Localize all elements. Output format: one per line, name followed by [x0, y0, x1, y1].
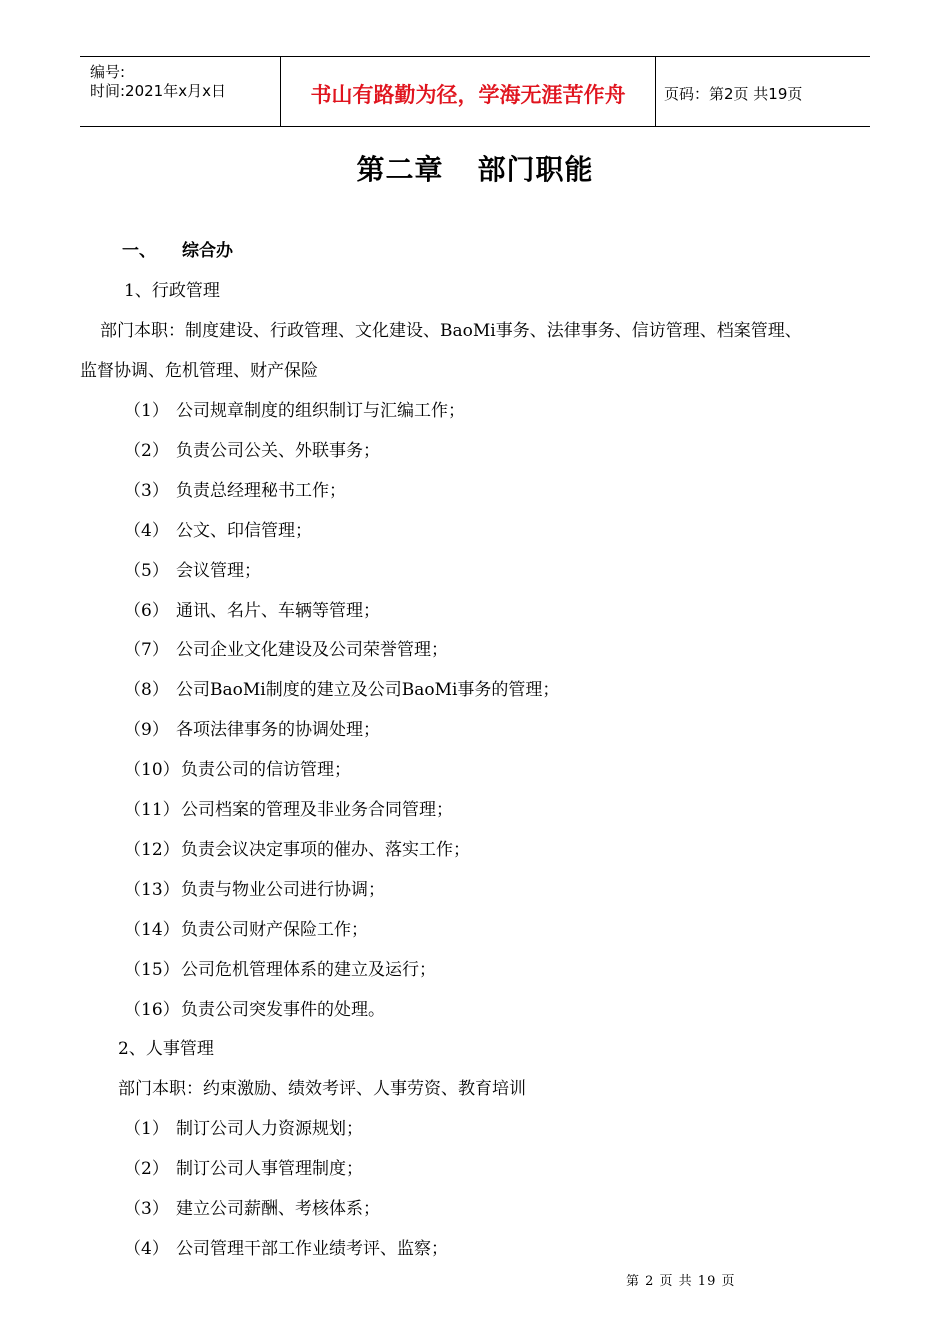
list-item-number: （5） — [124, 560, 169, 581]
list-item-text: 公司危机管理体系的建立及运行； — [181, 959, 436, 980]
list-item-number: （9） — [124, 720, 169, 741]
list-item — [124, 879, 385, 901]
hr-duty-line: 部门本职：约束激励、绩效考评、人事劳资、教育培训 — [118, 1079, 526, 1099]
list-item-number: （4） — [124, 1239, 169, 1259]
sub-heading-admin: 1、行政管理 — [124, 281, 220, 301]
section-heading — [122, 240, 233, 262]
document-header — [80, 56, 870, 127]
list-item-number: （15） — [124, 959, 180, 980]
list-item — [124, 759, 351, 781]
list-item-number: （7） — [124, 640, 169, 661]
time-label: 时间:2021年x月x日 — [90, 82, 226, 100]
list-item — [124, 639, 448, 661]
duty-line-1: 部门本职：制度建设、行政管理、文化建设、BaoMi事务、法律事务、信访管理、档案管理、 — [100, 321, 802, 341]
list-item-text: 建立公司薪酬、考核体系； — [176, 1199, 380, 1219]
list-item-text: 公司规章制度的组织制订与汇编工作； — [176, 401, 465, 421]
list-item-number: （12） — [124, 839, 180, 860]
header-slogan-cell — [280, 57, 656, 126]
list-item — [124, 520, 312, 542]
header-meta — [80, 57, 280, 126]
list-item-number: （3） — [124, 480, 169, 501]
list-item-number: （1） — [124, 1119, 169, 1139]
section-number: 一、 — [122, 241, 156, 261]
list-item-number: （11） — [124, 800, 180, 820]
list-item — [124, 679, 559, 701]
list-item-text: 各项法律事务的协调处理； — [176, 720, 380, 741]
chapter-number: 第二章 — [356, 153, 444, 186]
list-item-text: 公司BaoMi制度的建立及公司BaoMi事务的管理； — [176, 680, 560, 701]
list-item-text: 负责会议决定事项的催办、落实工作； — [181, 839, 470, 860]
list-item — [124, 999, 385, 1021]
list-item-text: 负责公司公关、外联事务； — [176, 440, 380, 461]
list-item — [124, 719, 380, 741]
list-item-text: 负责公司财产保险工作； — [181, 919, 368, 940]
page-footer: 第 2 页 共 19 页 — [626, 1274, 736, 1289]
header-slogan: 书山有路勤为径，学海无涯苦作舟 — [310, 83, 626, 107]
list-item — [124, 839, 470, 861]
header-page-cell — [655, 57, 870, 126]
list-item-number: （10） — [124, 760, 180, 781]
list-item-text: 通讯、名片、车辆等管理； — [176, 600, 380, 621]
chapter-title — [0, 148, 950, 188]
list-item — [124, 560, 261, 582]
list-item-text: 负责总经理秘书工作； — [176, 480, 346, 501]
list-item-text: 负责与物业公司进行协调； — [181, 879, 385, 900]
list-item-text: 公司档案的管理及非业务合同管理； — [181, 800, 453, 820]
list-item-text: 制订公司人事管理制度； — [176, 1159, 363, 1179]
duty-line-2: 监督协调、危机管理、财产保险 — [80, 361, 318, 381]
sub-heading-hr: 2、人事管理 — [118, 1039, 214, 1059]
list-item-number: （13） — [124, 879, 180, 900]
list-item — [124, 799, 453, 821]
list-item-number: （16） — [124, 999, 180, 1020]
list-item — [124, 1238, 448, 1260]
list-item-number: （6） — [124, 600, 169, 621]
list-item-number: （2） — [124, 1159, 169, 1179]
list-item-text: 会议管理； — [176, 560, 261, 581]
list-item-text: 负责公司突发事件的处理。 — [181, 999, 385, 1020]
list-item-number: （2） — [124, 440, 169, 461]
list-item — [124, 1158, 363, 1180]
list-item-text: 公文、印信管理； — [176, 520, 312, 541]
list-item — [124, 400, 465, 422]
list-item-number: （14） — [124, 919, 180, 940]
list-item-text: 公司管理干部工作业绩考评、监察； — [176, 1239, 448, 1259]
list-item — [124, 480, 346, 502]
section-name: 综合办 — [182, 241, 233, 261]
list-item-number: （3） — [124, 1199, 169, 1219]
list-item — [124, 1198, 380, 1220]
header-page-info: 页码：第2页 共19页 — [664, 85, 803, 103]
list-item — [124, 919, 368, 941]
list-item-text: 负责公司的信访管理； — [181, 760, 351, 781]
list-item — [124, 959, 436, 981]
chapter-name: 部门职能 — [477, 153, 594, 186]
list-item-number: （1） — [124, 401, 169, 421]
list-item-text: 制订公司人力资源规划； — [176, 1119, 363, 1139]
list-item — [124, 1118, 363, 1140]
list-item — [124, 600, 380, 622]
list-item-number: （8） — [124, 680, 169, 701]
list-item-number: （4） — [124, 520, 169, 541]
number-label: 编号: — [90, 63, 126, 81]
list-item — [124, 440, 380, 462]
list-item-text: 公司企业文化建设及公司荣誉管理； — [176, 640, 448, 661]
